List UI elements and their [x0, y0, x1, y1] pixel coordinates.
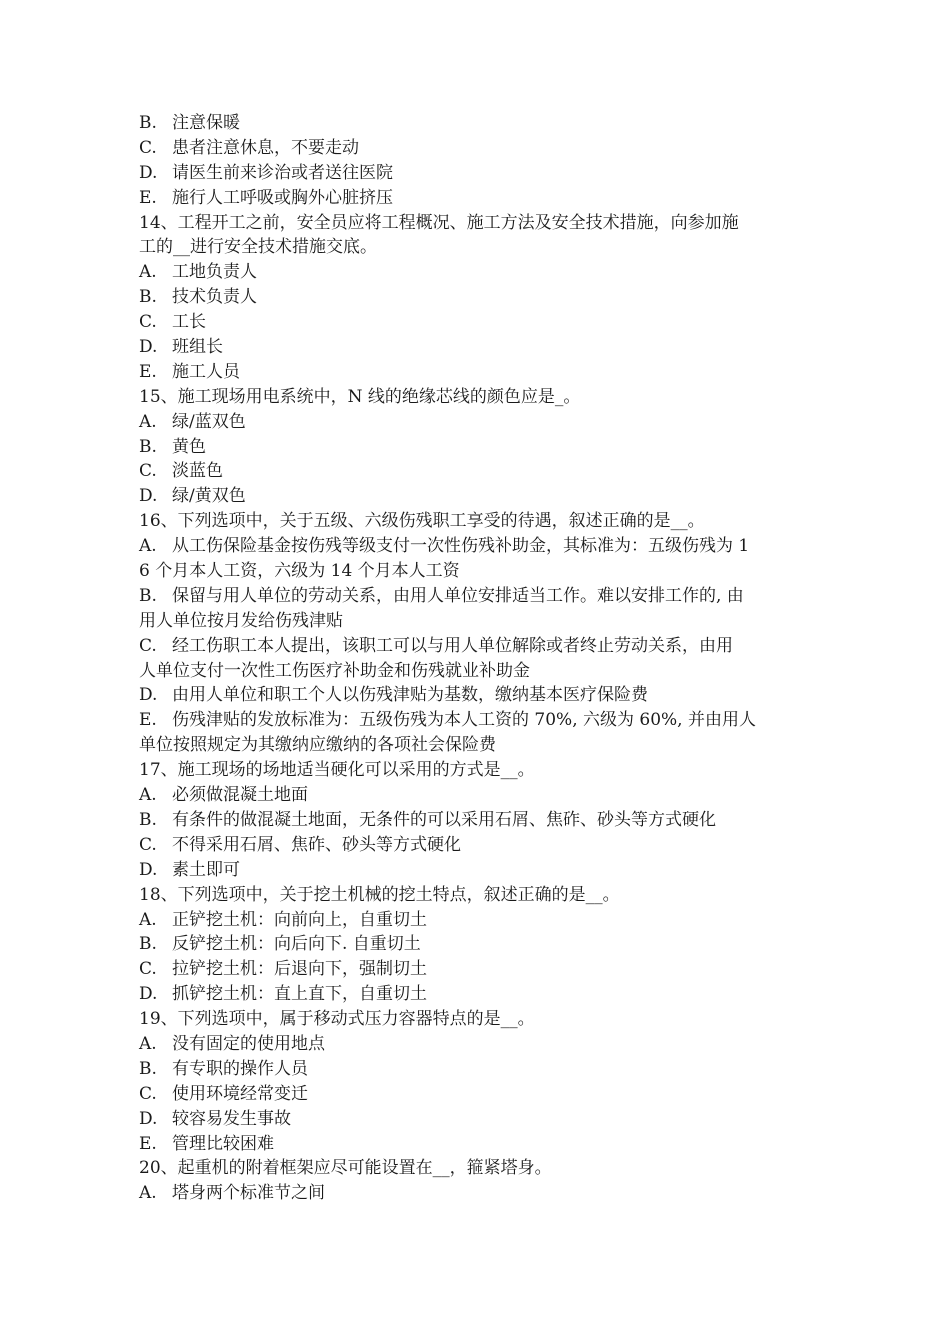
option-letter: C.	[139, 1083, 157, 1104]
option-letter: A.	[139, 785, 157, 806]
line-text: 塔身两个标准节之间	[172, 1183, 325, 1204]
option-line	[139, 584, 819, 609]
option-letter: B.	[139, 113, 157, 133]
line-text: 工的__进行安全技术措施交底。	[139, 237, 377, 258]
question-line	[139, 509, 819, 534]
question-line	[139, 609, 819, 634]
line-text: 17、施工现场的场地适当硬化可以采用的方式是__。	[139, 760, 535, 781]
line-text: 15、施工现场用电系统中，N 线的绝缘芯线的颜色应是_。	[139, 386, 581, 407]
line-text: 较容易发生事故	[172, 1108, 291, 1129]
line-text: 注意保暖	[172, 113, 240, 133]
option-letter: B.	[139, 585, 157, 606]
option-letter: D.	[139, 162, 158, 183]
line-text: 人单位支付一次性工伤医疗补助金和伤残就业补助金	[139, 660, 530, 681]
option-line	[139, 435, 819, 460]
option-line	[139, 410, 819, 435]
option-letter: B.	[139, 809, 157, 830]
line-text: 伤残津贴的发放标准为：五级伤残为本人工资的 70%, 六级为 60%, 并由用人	[172, 710, 756, 731]
option-letter: D.	[139, 984, 158, 1005]
option-letter: D.	[139, 859, 158, 880]
line-text: 施工人员	[172, 361, 240, 382]
option-letter: C.	[139, 137, 157, 158]
question-line	[139, 1007, 819, 1032]
option-line	[139, 1181, 819, 1206]
option-letter: C.	[139, 461, 157, 482]
option-line	[139, 1107, 819, 1132]
question-line	[139, 385, 819, 410]
option-letter: A.	[139, 1033, 157, 1054]
option-line	[139, 783, 819, 808]
line-text: 经工伤职工本人提出，该职工可以与用人单位解除或者终止劳动关系，由用	[172, 635, 733, 656]
line-text: 施行人工呼吸或胸外心脏挤压	[172, 187, 393, 208]
line-text: 绿/黄双色	[172, 486, 246, 507]
line-text: 18、下列选项中，关于挖土机械的挖土特点，叙述正确的是__。	[139, 884, 620, 905]
option-letter: A.	[139, 536, 157, 557]
option-line	[139, 285, 819, 310]
line-text: 技术负责人	[172, 287, 257, 308]
option-line	[139, 808, 819, 833]
question-line	[139, 659, 819, 684]
line-text: 必须做混凝土地面	[172, 785, 308, 806]
option-letter: E.	[139, 710, 157, 731]
option-letter: C.	[139, 834, 157, 855]
line-text: 正铲挖土机：向前向上，自重切土	[172, 909, 427, 930]
line-text: 由用人单位和职工个人以伤残津贴为基数，缴纳基本医疗保险费	[172, 685, 648, 706]
line-text: 保留与用人单位的劳动关系，由用人单位安排适当工作。难以安排工作的, 由	[172, 585, 744, 606]
option-line	[139, 161, 819, 186]
option-line	[139, 335, 819, 360]
option-letter: A.	[139, 411, 157, 432]
option-letter: B.	[139, 1058, 157, 1079]
option-letter: A.	[139, 262, 157, 283]
line-text: 管理比较困难	[172, 1133, 274, 1154]
line-text: 16、下列选项中，关于五级、六级伤残职工享受的待遇，叙述正确的是__。	[139, 511, 705, 532]
option-letter: D.	[139, 337, 158, 358]
line-text: 拉铲挖土机：后退向下，强制切土	[172, 959, 427, 980]
line-text: 20、起重机的附着框架应尽可能设置在__，箍紧塔身。	[139, 1158, 552, 1179]
line-text: 班组长	[172, 337, 223, 358]
option-line	[139, 634, 819, 659]
option-line	[139, 957, 819, 982]
question-line	[139, 733, 819, 758]
line-text: 6 个月本人工资，六级为 14 个月本人工资	[139, 561, 460, 582]
option-line	[139, 833, 819, 858]
line-text: 抓铲挖土机：直上直下，自重切土	[172, 984, 427, 1005]
option-line	[139, 534, 819, 559]
line-text: 从工伤保险基金按伤残等级支付一次性伤残补助金，其标准为：五级伤残为 1	[172, 536, 750, 557]
line-text: 请医生前来诊治或者送往医院	[172, 162, 393, 183]
option-letter: C.	[139, 959, 157, 980]
option-letter: D.	[139, 1108, 158, 1129]
option-line	[139, 310, 819, 335]
line-text: 工长	[172, 312, 206, 333]
question-line	[139, 235, 819, 260]
option-letter: C.	[139, 312, 157, 333]
option-line	[139, 708, 819, 733]
option-line	[139, 186, 819, 211]
line-text: 绿/蓝双色	[172, 411, 246, 432]
line-text: 黄色	[172, 436, 206, 457]
question-line	[139, 1156, 819, 1181]
line-text: 不得采用石屑、焦砟、砂头等方式硬化	[172, 834, 461, 855]
line-text: 没有固定的使用地点	[172, 1033, 325, 1054]
question-line	[139, 883, 819, 908]
option-letter: D.	[139, 486, 158, 507]
line-text: 素土即可	[172, 859, 240, 880]
option-line	[139, 908, 819, 933]
line-text: 淡蓝色	[172, 461, 223, 482]
option-line	[139, 858, 819, 883]
option-line	[139, 1032, 819, 1057]
line-text: 14、工程开工之前，安全员应将工程概况、施工方法及安全技术措施，向参加施	[139, 212, 739, 233]
line-text: 19、下列选项中，属于移动式压力容器特点的是__。	[139, 1009, 535, 1030]
line-text: 有条件的做混凝土地面，无条件的可以采用石屑、焦砟、砂头等方式硬化	[172, 809, 716, 830]
option-line	[139, 459, 819, 484]
option-letter: B.	[139, 436, 157, 457]
option-letter: A.	[139, 1183, 157, 1204]
option-line	[139, 260, 819, 285]
line-text: 使用环境经常变迁	[172, 1083, 308, 1104]
option-letter: D.	[139, 685, 158, 706]
option-letter: E.	[139, 361, 157, 382]
option-line	[139, 932, 819, 957]
question-text-block	[139, 111, 819, 1206]
option-line	[139, 1082, 819, 1107]
option-line	[139, 484, 819, 509]
option-letter: E.	[139, 1133, 157, 1154]
line-text: 有专职的操作人员	[172, 1058, 308, 1079]
line-text: 工地负责人	[172, 262, 257, 283]
option-line	[139, 136, 819, 161]
option-letter: B.	[139, 287, 157, 308]
line-text: 单位按照规定为其缴纳应缴纳的各项社会保险费	[139, 735, 496, 756]
option-line	[139, 982, 819, 1007]
option-letter: C.	[139, 635, 157, 656]
option-letter: E.	[139, 187, 157, 208]
option-letter: A.	[139, 909, 157, 930]
line-text: 患者注意休息，不要走动	[172, 137, 359, 158]
option-line	[139, 360, 819, 385]
option-line	[139, 1132, 819, 1157]
question-line	[139, 211, 819, 236]
line-text: 用人单位按月发给伤残津贴	[139, 610, 343, 631]
option-letter: B.	[139, 934, 157, 955]
line-text: 反铲挖土机：向后向下. 自重切土	[172, 934, 421, 955]
option-line	[139, 111, 819, 136]
option-line	[139, 1057, 819, 1082]
question-line	[139, 559, 819, 584]
option-line	[139, 683, 819, 708]
question-line	[139, 758, 819, 783]
